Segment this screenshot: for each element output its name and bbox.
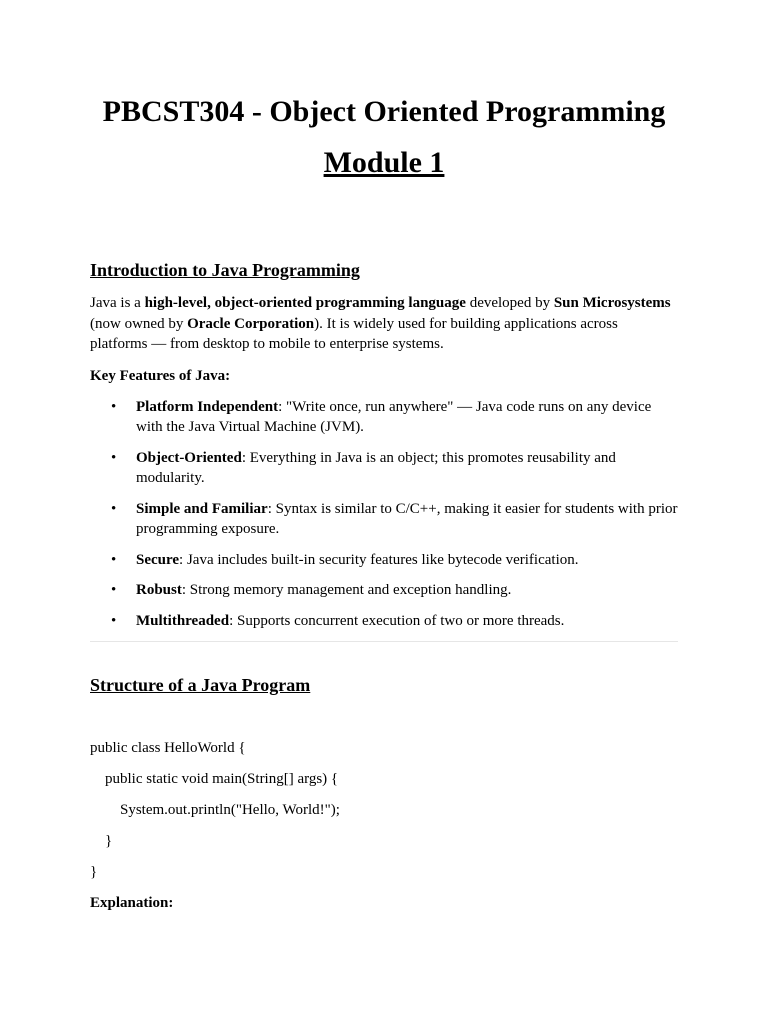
- feature-item-robust: [90, 580, 678, 601]
- explanation-label: Explanation:: [90, 895, 174, 911]
- intro-text-1: Java is a: [90, 295, 145, 311]
- intro-bold-language: high-level, object-oriented programming language: [144, 295, 466, 311]
- feature-item-object-oriented: [90, 448, 678, 489]
- intro-text-3: (now owned by: [90, 315, 188, 332]
- feature-name: Robust: [136, 582, 182, 598]
- feature-name: Simple and Familiar: [136, 500, 268, 517]
- code-line: }: [105, 833, 113, 849]
- features-label: Key Features of Java:: [90, 367, 231, 384]
- intro-bold-oracle: Oracle Corporation: [187, 315, 315, 332]
- structure-heading: Structure of a Java Program: [90, 675, 311, 695]
- code-line: public class HelloWorld {: [90, 740, 246, 756]
- code-line: public static void main(String[] args) {: [105, 771, 339, 787]
- intro-text-4: ). It is widely used for building applications across platforms — from desktop to mobile to enterprise systems.: [90, 315, 618, 352]
- bullet-icon: •: [111, 449, 117, 466]
- module-title: Module 1: [323, 146, 445, 179]
- feature-desc: : "Write once, run anywhere" — Java code runs on any device with the Java Virtual Machine (JVM).: [136, 398, 652, 435]
- feature-list: [90, 397, 678, 632]
- bullet-icon: •: [111, 500, 117, 517]
- feature-item-multithreaded: [90, 611, 678, 632]
- feature-name: Multithreaded: [136, 612, 230, 629]
- code-line: }: [90, 864, 98, 880]
- feature-item-simple-and-familiar: [90, 499, 678, 540]
- feature-desc: : Supports concurrent execution of two or more threads.: [229, 612, 565, 629]
- code-line: System.out.println("Hello, World!");: [120, 802, 340, 818]
- feature-name: Object-Oriented: [136, 449, 242, 466]
- feature-desc: : Everything in Java is an object; this promotes reusability and modularity.: [136, 449, 616, 486]
- feature-name: Secure: [136, 551, 180, 568]
- bullet-icon: •: [111, 582, 117, 598]
- bullet-icon: •: [111, 551, 117, 568]
- feature-item-platform-independent: [90, 397, 678, 438]
- page-title: PBCST304 - Object Oriented Programming: [102, 95, 666, 128]
- intro-text-2: developed by: [465, 295, 554, 311]
- feature-item-secure: [90, 550, 678, 571]
- bullet-icon: •: [111, 612, 117, 629]
- feature-desc: : Java includes built-in security features like bytecode verification.: [179, 551, 579, 568]
- feature-desc: : Syntax is similar to C/C++, making it easier for students with prior programming exposure.: [136, 500, 678, 537]
- feature-desc: : Strong memory management and exception handling.: [181, 582, 512, 598]
- intro-heading: Introduction to Java Programming: [90, 260, 360, 280]
- intro-bold-sun: Sun Microsystems: [553, 295, 671, 311]
- section-divider: [90, 641, 678, 642]
- intro-paragraph: [90, 293, 678, 355]
- bullet-icon: •: [111, 398, 117, 415]
- code-block: [90, 738, 678, 882]
- feature-name: Platform Independent: [136, 398, 279, 415]
